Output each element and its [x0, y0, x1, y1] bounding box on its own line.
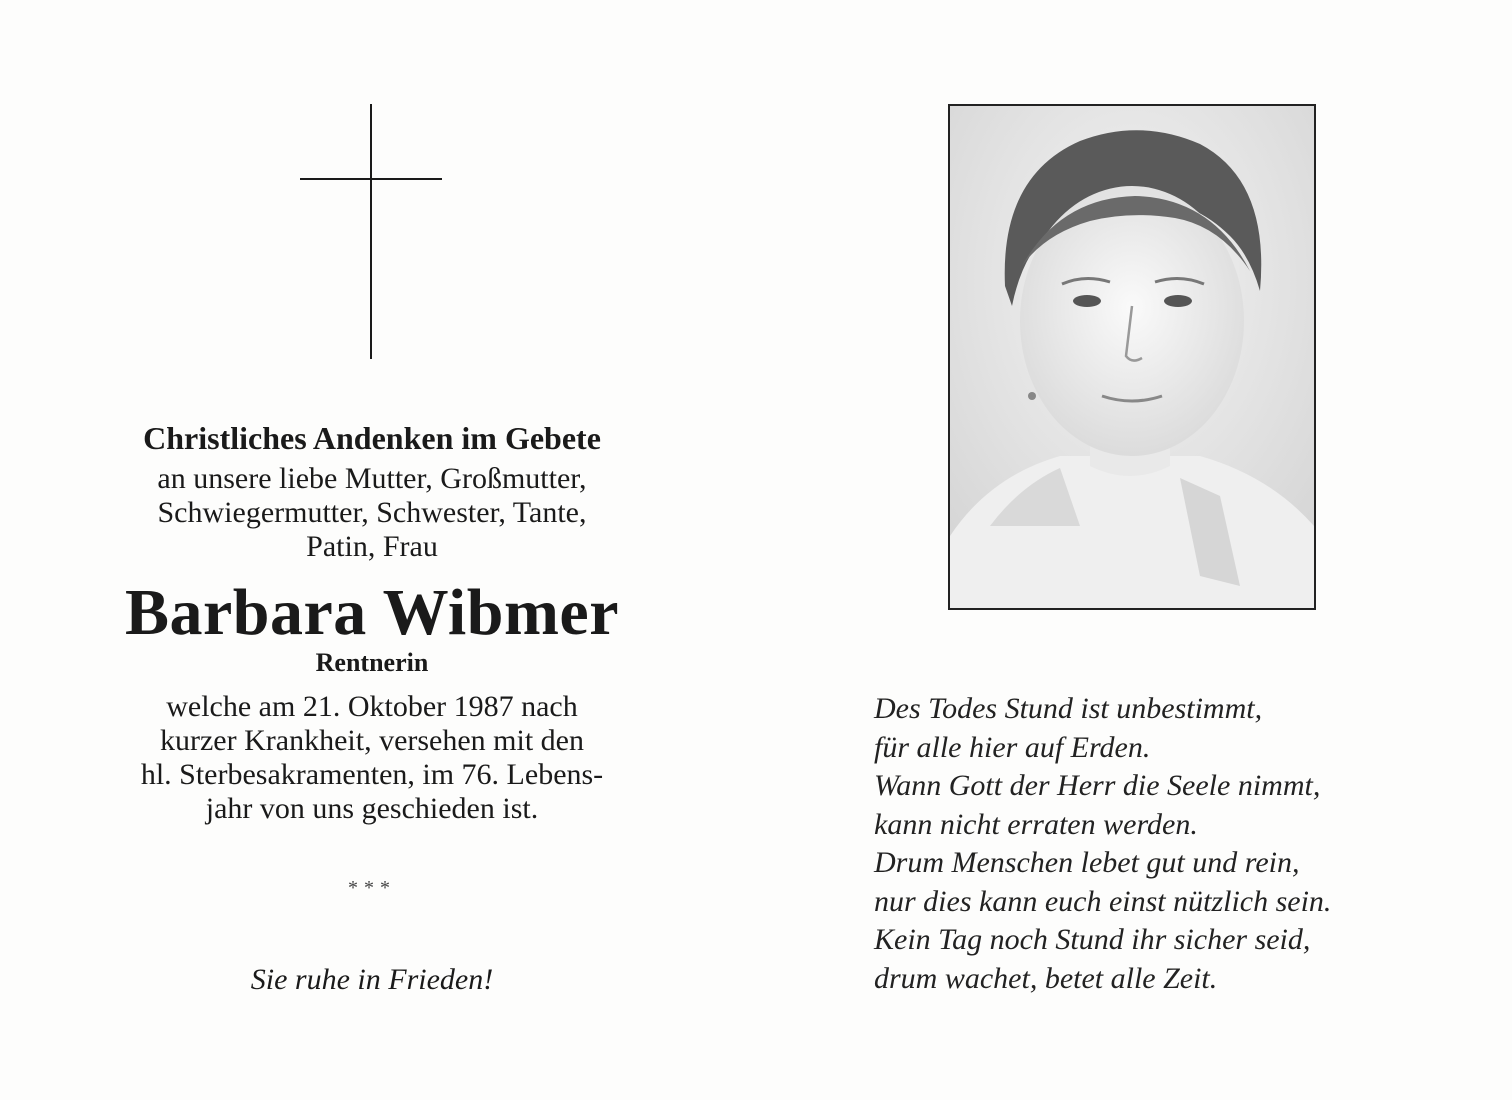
poem-line: nur dies kann euch einst nützlich sein.	[874, 884, 1332, 918]
poem-line: Des Todes Stund ist unbestimmt,	[874, 692, 1263, 725]
poem-line: kann nicht erraten werden.	[874, 807, 1198, 841]
poem-line: Wann Gott der Herr die Seele nimmt,	[874, 769, 1321, 802]
intro-line: an unsere liebe Mutter, Großmutter,	[157, 462, 587, 495]
card-heading: Christliches Andenken im Gebete	[143, 420, 601, 456]
death-line: jahr von uns geschieden ist.	[205, 792, 539, 825]
poem-line: für alle hier auf Erden.	[874, 730, 1151, 764]
separator-stars: ***	[348, 877, 396, 899]
poem	[874, 690, 1434, 998]
intro-text	[60, 462, 684, 564]
occupation: Rentnerin	[315, 648, 429, 677]
deceased-name: Barbara Wibmer	[124, 576, 620, 649]
portrait-image	[950, 106, 1314, 608]
poem-line: drum wachet, betet alle Zeit.	[874, 961, 1218, 995]
farewell-text: Sie ruhe in Frieden!	[250, 963, 494, 996]
death-line: hl. Sterbesakramenten, im 76. Lebens-	[140, 758, 604, 791]
poem-line: Kein Tag noch Stund ihr sicher seid,	[874, 923, 1311, 956]
portrait-photo	[948, 104, 1316, 610]
death-notice	[60, 690, 684, 826]
intro-line: Schwiegermutter, Schwester, Tante,	[157, 496, 587, 529]
death-line: welche am 21. Oktober 1987 nach	[166, 690, 578, 723]
poem-line: Drum Menschen lebet gut und rein,	[874, 846, 1300, 879]
cross-icon	[300, 104, 442, 359]
intro-line: Patin, Frau	[306, 530, 438, 563]
death-line: kurzer Krankheit, versehen mit den	[160, 724, 584, 757]
